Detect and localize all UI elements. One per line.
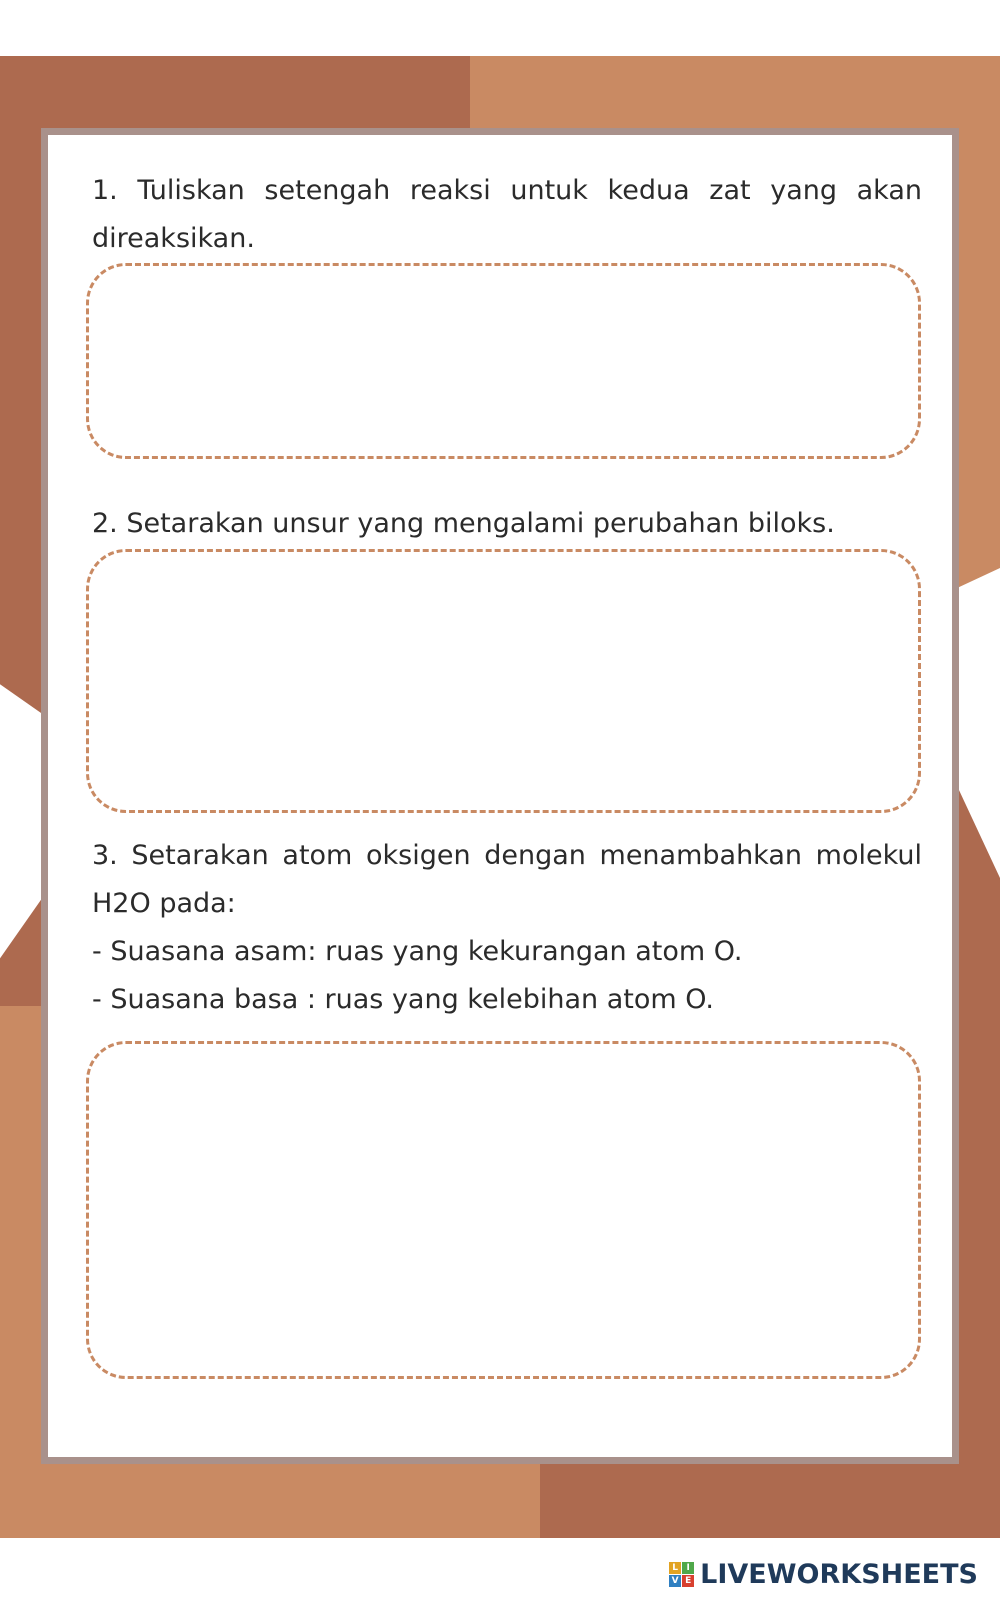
logo-letter-v: V [669,1575,681,1587]
liveworksheets-logo[interactable] [669,1556,978,1592]
liveworksheets-brand-text: LIVEWORKSHEETS [700,1558,978,1590]
worksheet-card [41,128,959,1464]
question-3-bullet-asam [92,928,922,976]
question-3-bullet-basa-text: - Suasana basa : ruas yang kelebihan atom O. [92,984,714,1015]
question-2 [92,500,922,548]
logo-letter-e: E [682,1575,694,1587]
question-1 [92,167,922,263]
logo-letter-i: I [682,1562,694,1574]
answer-box-3[interactable] [86,1041,921,1379]
question-2-text: 2. Setarakan unsur yang mengalami perubahan biloks. [92,508,835,539]
logo-letter-l: L [669,1562,681,1574]
answer-box-2[interactable] [86,549,921,813]
liveworksheets-logo-icon [669,1562,694,1587]
answer-box-1[interactable] [86,263,921,459]
question-3 [92,832,922,928]
question-3-text: 3. Setarakan atom oksigen dengan menambahkan molekul H2O pada: [92,840,922,919]
question-3-bullet-basa [92,976,922,1024]
question-3-bullet-asam-text: - Suasana asam: ruas yang kekurangan atom O. [92,936,743,967]
question-1-text: 1. Tuliskan setengah reaksi untuk kedua zat yang akan direaksikan. [92,175,922,254]
